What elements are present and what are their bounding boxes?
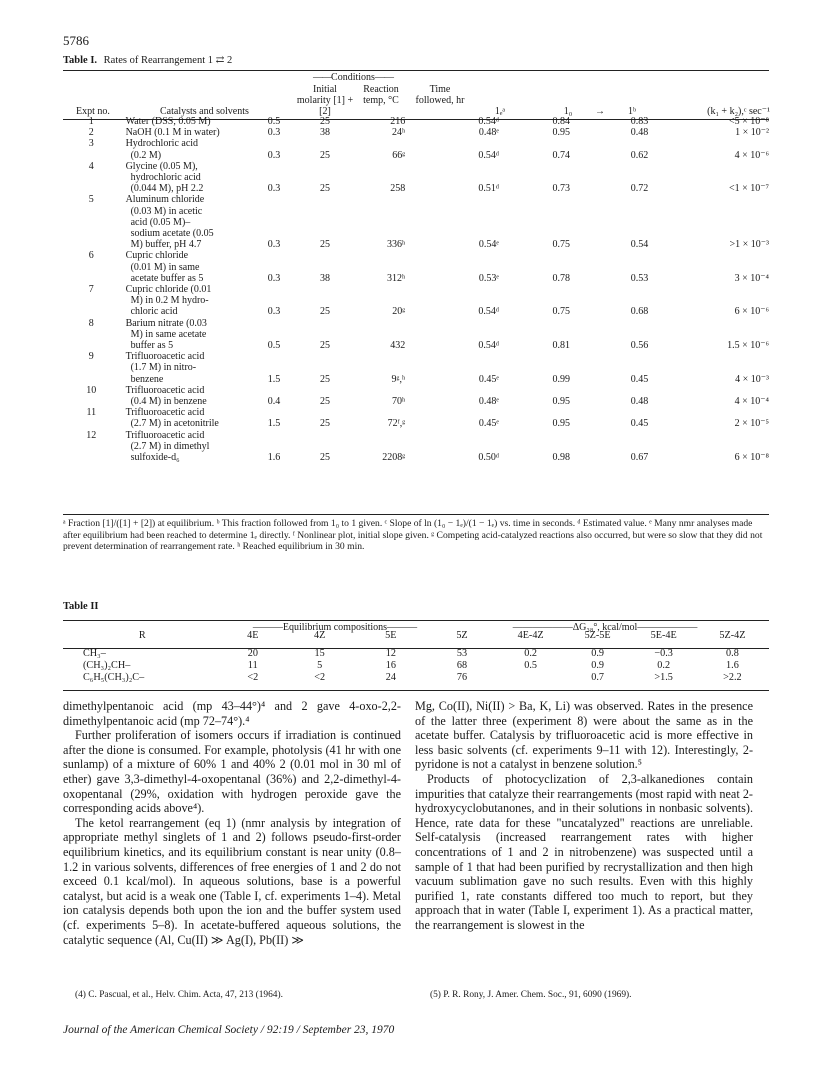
table1-cell-time: 258 xyxy=(390,183,406,195)
table1-cell-catalyst xyxy=(120,116,250,127)
table1-cell-expt: 2 xyxy=(88,127,94,139)
table1-cell-temp: 38 xyxy=(320,127,331,139)
table2-cell: 0.9 xyxy=(591,660,604,671)
catalyst-line: chloric acid xyxy=(125,306,178,318)
catalyst-line: sodium acetate (0.05 xyxy=(125,228,214,240)
table1-bottom-rule xyxy=(63,514,769,515)
table1-cell-lo: 0.95 xyxy=(552,418,570,430)
table2-bottom-rule xyxy=(63,690,769,691)
table2-cell: <2 xyxy=(314,672,326,683)
table1-cell-temp: 25 xyxy=(320,396,331,408)
catalyst-line: Trifluoroacetic acid xyxy=(125,351,205,363)
table1-cell-le: 0.50ᵈ xyxy=(478,452,499,464)
catalyst-line: Glycine (0.05 M), xyxy=(125,160,198,172)
table2-cell: CH₃– xyxy=(83,648,106,659)
table1-cell-molarity: 1.6 xyxy=(267,452,281,464)
table1-row xyxy=(63,318,769,352)
table1-cell-l1: 0.54 xyxy=(630,239,649,251)
table1-cell-l1: 0.45 xyxy=(630,418,649,430)
table1-cell-spacer xyxy=(594,430,631,464)
table1-cell-spacer xyxy=(594,138,631,160)
table1-cell-le: 0.54ᵈ xyxy=(478,116,499,127)
table1-cell-lo: 0.99 xyxy=(552,373,570,385)
table1-cell-l1: 0.53 xyxy=(630,272,649,284)
table1-cell-k: 1 × 10⁻² xyxy=(735,127,769,139)
table1-cell-le: 0.51ᵈ xyxy=(478,183,499,195)
table1-cell-le: 0.48ᵉ xyxy=(478,127,499,139)
table1-cell-molarity: 0.3 xyxy=(267,306,281,318)
table1-cell-spacer xyxy=(594,351,631,385)
table1-row xyxy=(63,351,769,385)
table1-cell-l1: 0.83 xyxy=(630,116,649,127)
table2 xyxy=(63,630,769,684)
table2-cell: >1.5 xyxy=(654,672,673,683)
table1-cell-expt: 1 xyxy=(88,116,94,127)
table1-cell-temp: 25 xyxy=(320,452,331,464)
catalyst-line: hydrochloric acid xyxy=(125,172,201,184)
table1-cell-spacer xyxy=(594,284,631,318)
table1 xyxy=(63,116,769,463)
catalyst-line: (1.7 M) in nitro- xyxy=(125,362,197,374)
table1-cell-time: 70ʰ xyxy=(391,396,406,408)
table1-cell-le: 0.53ᵉ xyxy=(478,272,499,284)
table1-cell-spacer xyxy=(594,127,631,138)
table1-cell-le: 0.54ᵈ xyxy=(478,306,499,318)
header-l1: 1ᵇ xyxy=(627,106,637,117)
table1-row xyxy=(63,407,769,429)
table1-cell-catalyst xyxy=(120,385,250,407)
table1-footnotes: ᵃ Fraction [1]/([1] + [2]) at equilibrium. ᵇ This fraction followed from 1₀ to 1 given. ᶜ Slope of ln (1₀ − 1ₑ)/(1 − 1ₑ) vs. time in seconds. ᵈ Estimated value. ᵉ Many nmr analyses made after equilibrium had been reached to determine 1ₑ directly. ᶠ Nonlinear plot, initial slope given. ᵍ Competing acid-catalyzed reactions also occurred, but were so slow that they did not prevent determination of rearrangement rate. ʰ Reached equilibrium in 30 min. xyxy=(63,518,763,552)
table1-cell-expt: 3 xyxy=(88,138,94,150)
table1-cell-temp: 25 xyxy=(320,340,331,352)
table1-caption-text: Rates of Rearrangement 1 ⇄ 2 xyxy=(103,55,233,66)
header-time: Time followed, hr xyxy=(415,84,465,106)
table1-cell-molarity: 1.5 xyxy=(267,373,281,385)
catalyst-line: (2.7 M) in acetonitrile xyxy=(125,418,219,430)
table1-cell-time: 72ᶠ,ᵍ xyxy=(387,418,406,430)
table1-cell-l1: 0.62 xyxy=(630,149,649,161)
table1-cell-lo: 0.84 xyxy=(552,116,570,127)
table1-cell-lo: 0.75 xyxy=(552,239,570,251)
body-left-paragraph-1: dimethylpentanoic acid (mp 43–44°)⁴ and 2 gave 4-oxo-2,2-dimethylpentanoic acid (mp 72–74°).⁴ xyxy=(63,699,401,728)
table1-cell-expt: 9 xyxy=(88,351,94,363)
table1-cell-expt: 10 xyxy=(86,384,97,396)
table2-top-rule xyxy=(63,620,769,621)
table2-cell: 0.2 xyxy=(657,660,671,671)
table1-cell-le: 0.54ᵈ xyxy=(478,340,499,352)
table1-cell-temp: 25 xyxy=(320,239,331,251)
table1-cell-expt: 11 xyxy=(86,407,97,419)
table1-cell-lo: 0.81 xyxy=(552,340,570,352)
table1-row xyxy=(63,116,769,127)
table2-header-cell: R xyxy=(138,630,146,641)
body-right-paragraph-1: Mg, Co(II), Ni(II) > Ba, K, Li) was observed. Rates in the presence of the latter three (experiment 8) were about the same as in the acetate buffer. Catalysis by trifluoroacetic acid is more effective in less basic solvents (cf. experiments 9–11 with 12). Interestingly, 2-pyridone is not a catalyst in benzene solution.⁵ xyxy=(415,699,753,772)
table1-cell-spacer xyxy=(594,161,631,195)
table2-row xyxy=(63,672,769,684)
table1-caption xyxy=(63,54,232,66)
table1-cell-catalyst xyxy=(120,318,250,352)
table1-cell-spacer xyxy=(594,250,631,284)
table1-row xyxy=(63,430,769,464)
table1-row xyxy=(63,127,769,138)
body-left-paragraph-3: The ketol rearrangement (eq 1) (nmr analysis by integration of appropriate methyl singlets of 1 and 2) follows pseudo-first-order equilibrium kinetics, and its equilibrium constant is near unity (0.8–1.2 in various solvents, differences of free energies of 1 and 2 do not exceed 0.1 kcal/mol). In aqueous solutions, base is a powerful catalyst, but acid is a weak one (Table I, cf. experiments 1–4). Metal ion catalysis depends both upon the ion and the buffer system used (cf. experiments 5–8). In acetate-buffered aqueous solutions, the catalytic sequence (Al, Cu(II) ≫ Ag(I), Pb(II) ≫ xyxy=(63,815,401,947)
table1-cell-spacer xyxy=(594,407,631,429)
table1-cell-lo: 0.95 xyxy=(552,396,570,408)
table1-cell-le: 0.45ᵉ xyxy=(478,418,499,430)
catalyst-line: Aluminum chloride xyxy=(125,194,205,206)
body-column-left xyxy=(63,699,401,947)
table2-header-cell: 4E xyxy=(247,630,259,641)
catalyst-line: (0.044 M), pH 2.2 xyxy=(125,183,204,195)
table1-cell-catalyst xyxy=(120,351,250,385)
table1-cell-spacer xyxy=(594,194,631,250)
table1-cell-k: 6 × 10⁻⁸ xyxy=(734,452,769,464)
header-catalysts: Catalysts and solvents xyxy=(160,106,249,117)
table1-cell-k: <1 × 10⁻⁷ xyxy=(728,183,769,195)
table1-cell-time: 66ᵍ xyxy=(392,149,406,161)
table1-cell-molarity: 0.3 xyxy=(267,149,281,161)
table2-cell: 15 xyxy=(314,648,325,659)
catalyst-line: (0.4 M) in benzene xyxy=(125,396,207,408)
table1-cell-catalyst xyxy=(120,161,250,195)
reference-5: (5) P. R. Rony, J. Amer. Chem. Soc., 91, 6090 (1969). xyxy=(430,990,632,1000)
table1-cell-le: 0.54ᵈ xyxy=(478,149,499,161)
table2-cell: 24 xyxy=(385,672,396,683)
table2-cell: 11 xyxy=(247,660,258,671)
table1-cell-k: 6 × 10⁻⁶ xyxy=(734,306,769,318)
body-column-right xyxy=(415,699,753,933)
catalyst-line: (0.2 M) xyxy=(125,149,162,161)
table1-cell-catalyst xyxy=(120,284,250,318)
catalyst-line: Hydrochloric acid xyxy=(125,138,199,150)
table1-cell-molarity: 0.3 xyxy=(267,239,281,251)
table2-cell: 1.6 xyxy=(726,660,739,671)
table2-header-cell: 5E xyxy=(385,630,397,641)
page-number: 5786 xyxy=(63,33,89,48)
catalyst-line: benzene xyxy=(125,373,164,385)
table1-cell-temp: 38 xyxy=(320,272,331,284)
table1-cell-molarity: 0.5 xyxy=(267,116,281,127)
body-left-paragraph-2: Further proliferation of isomers occurs if irradiation is continued after the dione is consumed. For example, photolysis (41 hr with one sunlamp) of a mixture of 60% 1 and 40% 2 (0.01 mol in 30 ml of ether) gave 3,3-dimethyl-4-oxopentanal (36%) and 2,2-dimethyl-4-oxopentanal (29%, oxidation with hydrogen peroxide gave the corresponding acids above⁴). xyxy=(63,728,401,816)
table1-cell-l1: 0.68 xyxy=(630,306,649,318)
table1-cell-catalyst xyxy=(120,138,250,160)
table1-cell-k: 2 × 10⁻⁵ xyxy=(734,418,769,430)
table2-cell: 16 xyxy=(385,660,396,671)
catalyst-line: acetate buffer as 5 xyxy=(125,272,204,284)
table1-cell-molarity: 0.3 xyxy=(267,272,281,284)
table1-cell-spacer xyxy=(594,116,631,127)
header-k: (k₁ + k₂),ᶜ sec⁻¹ xyxy=(707,106,770,117)
table1-cell-l1: 0.48 xyxy=(630,127,649,139)
table2-group-dg: ——————ΔG₃₈°, kcal/mol—————— xyxy=(512,622,698,633)
table1-cell-k: 1.5 × 10⁻⁶ xyxy=(727,340,769,352)
catalyst-line: Water (DSS, 0.05 M) xyxy=(125,116,211,127)
reference-4: (4) C. Pascual, et al., Helv. Chim. Acta, 47, 213 (1964). xyxy=(75,990,283,1000)
catalyst-line: Trifluoroacetic acid xyxy=(125,407,205,419)
table2-group-equilibrium: ———Equilibrium compositions——— xyxy=(252,622,418,633)
catalyst-line: Trifluoroacetic acid xyxy=(125,384,205,396)
catalyst-line: (2.7 M) in dimethyl xyxy=(125,440,210,452)
table1-cell-le: 0.48ᵉ xyxy=(478,396,499,408)
header-lo: 1₀ xyxy=(563,106,573,117)
catalyst-line: M) buffer, pH 4.7 xyxy=(125,239,202,251)
table1-cell-k: >1 × 10⁻³ xyxy=(729,239,769,251)
table1-cell-time: 20ᵍ xyxy=(392,306,406,318)
table2-header-cell: 5Z-4Z xyxy=(719,630,746,641)
header-expt: Expt no. xyxy=(76,106,110,117)
table1-cell-catalyst xyxy=(120,430,250,464)
table2-cell: 53 xyxy=(456,648,468,659)
table1-cell-time: 216 xyxy=(390,116,406,127)
table1-cell-temp: 25 xyxy=(320,183,331,195)
table2-cell: 0.8 xyxy=(726,648,739,659)
table1-cell-k: <5 × 10⁻⁸ xyxy=(728,116,769,127)
table2-cell: 68 xyxy=(456,660,468,671)
catalyst-line: M) in same acetate xyxy=(125,328,207,340)
table1-cell-time: 336ʰ xyxy=(386,239,406,251)
table2-header-cell: 4E-4Z xyxy=(517,630,544,641)
table1-cell-l1: 0.72 xyxy=(630,183,649,195)
table1-cell-time: 2208ᵍ xyxy=(382,452,406,464)
table1-cell-temp: 25 xyxy=(320,306,331,318)
table2-cell: >2.2 xyxy=(723,672,742,683)
catalyst-line: Trifluoroacetic acid xyxy=(125,429,205,441)
table1-row xyxy=(63,194,769,250)
table2-cell: 76 xyxy=(456,672,468,683)
table2-cell: C₆H₅(CH₃)₂C– xyxy=(83,672,145,683)
table1-cell-molarity: 1.5 xyxy=(267,418,281,430)
table2-cell: 20 xyxy=(247,648,258,659)
table2-row xyxy=(63,660,769,672)
table2-header-cell: 4Z xyxy=(313,630,326,641)
table1-cell-lo: 0.75 xyxy=(552,306,570,318)
table1-cell-lo: 0.78 xyxy=(552,272,570,284)
table1-cell-lo: 0.74 xyxy=(552,149,570,161)
table2-cell xyxy=(498,672,564,684)
table1-cell-expt: 5 xyxy=(88,194,94,206)
table1-cell-l1: 0.67 xyxy=(630,452,649,464)
conditions-header: ——Conditions—— xyxy=(313,72,393,83)
catalyst-line: acid (0.05 M)– xyxy=(125,216,191,228)
table2-header-cell: 5Z-5E xyxy=(584,630,611,641)
table1-cell-time: 24ʰ xyxy=(391,127,406,139)
catalyst-line: sulfoxide-d₆ xyxy=(125,452,180,464)
table1-cell-l1: 0.56 xyxy=(630,340,649,352)
table1-cell-temp: 25 xyxy=(320,116,331,127)
header-molarity: Initial molarity [1] + [2] xyxy=(296,84,354,117)
table2-header-cell: 5E-4E xyxy=(650,630,677,641)
table1-cell-time: 312ʰ xyxy=(386,272,406,284)
table2-row xyxy=(63,648,769,660)
journal-footer: Journal of the American Chemical Society / 92:19 / September 23, 1970 xyxy=(63,1024,395,1036)
table2-header-row xyxy=(63,630,769,648)
table2-caption: Table II xyxy=(63,601,99,612)
catalyst-line: Cupric chloride xyxy=(125,250,189,262)
table1-cell-temp: 25 xyxy=(320,418,331,430)
table1-cell-le: 0.45ᵉ xyxy=(478,373,499,385)
catalyst-line: Cupric chloride (0.01 xyxy=(125,284,212,296)
body-right-paragraph-2: Products of photocyclization of 2,3-alkanediones contain impurities that catalyze their rearrangements (most rapid with neat 2-hydroxycyclobutanones, and in their solutions in nonbasic solvents). Hence, rate data for these "uncatalyzed" reactions are unreliable. Self-catalysis (increased rearrangement rates with higher concentrations of 1 and 2 in nitrobenzene) was suspected until a sample of 1 that had been purified by recrystallization and then high vacuum sublimation gave no such results. Even with this highly purified 1, rate constants differed too much to report, but they approach that in water (Table I, experiment 1). As a practical matter, the rearrangement is slowest in the xyxy=(415,771,753,932)
table2-cell: 0.7 xyxy=(591,672,604,683)
table1-row xyxy=(63,250,769,284)
table1-row xyxy=(63,161,769,195)
table1-cell-spacer xyxy=(594,385,631,407)
table1-cell-spacer xyxy=(594,318,631,352)
header-le: 1ₑᵃ xyxy=(494,106,506,117)
table1-cell-molarity: 0.5 xyxy=(267,340,281,352)
table1-cell-expt: 4 xyxy=(88,160,94,172)
catalyst-line: Barium nitrate (0.03 xyxy=(125,317,207,329)
table1-cell-lo: 0.95 xyxy=(552,127,570,139)
table2-cell: 0.5 xyxy=(524,660,537,671)
table1-top-rule xyxy=(63,70,769,71)
table1-cell-molarity: 0.3 xyxy=(267,127,281,139)
table1-cell-molarity: 0.3 xyxy=(267,183,281,195)
table1-cell-k: 4 × 10⁻³ xyxy=(735,373,769,385)
table1-cell-expt: 7 xyxy=(88,284,94,296)
table1-cell-lo: 0.98 xyxy=(552,452,570,464)
header-arrow: → xyxy=(595,106,605,117)
table1-cell-time: 9ᵍ,ʰ xyxy=(391,373,406,385)
table1-cell-temp: 25 xyxy=(320,149,331,161)
table1-cell-l1: 0.45 xyxy=(630,373,649,385)
catalyst-line: NaOH (0.1 M in water) xyxy=(125,127,220,139)
table1-cell-l1: 0.48 xyxy=(630,396,649,408)
table1-cell-le: 0.54ᵉ xyxy=(478,239,499,251)
table1-cell-k: 4 × 10⁻⁶ xyxy=(734,149,769,161)
catalyst-line: (0.03 M) in acetic xyxy=(125,205,203,217)
catalyst-line: (0.01 M) in same xyxy=(125,261,200,273)
table2-cell: 12 xyxy=(385,648,396,659)
catalyst-line: M) in 0.2 M hydro- xyxy=(125,295,209,307)
table1-caption-label: Table I. xyxy=(63,55,98,66)
table2-cell: 0.9 xyxy=(591,648,604,659)
table1-row xyxy=(63,385,769,407)
table1-cell-expt: 12 xyxy=(86,429,97,441)
table1-cell-catalyst xyxy=(120,194,250,250)
table1-cell-expt: 6 xyxy=(88,250,94,262)
table2-cell: −0.3 xyxy=(654,648,673,659)
table1-cell-catalyst xyxy=(120,127,250,138)
table2-cell: <2 xyxy=(247,672,259,683)
table1-cell-temp: 25 xyxy=(320,373,331,385)
table2-cell: (CH₃)₂CH– xyxy=(83,660,131,671)
table1-cell-k: 4 × 10⁻⁴ xyxy=(734,396,769,408)
table2-cell: 0.2 xyxy=(524,648,537,659)
header-temp: Reaction temp, °C xyxy=(363,84,399,106)
catalyst-line: buffer as 5 xyxy=(125,340,174,352)
table1-cell-catalyst xyxy=(120,407,250,429)
table1-cell-time: 432 xyxy=(390,340,406,352)
table2-cell: 5 xyxy=(317,660,323,671)
table2-header-cell: 5Z xyxy=(456,630,468,641)
table1-cell-molarity: 0.4 xyxy=(267,396,281,408)
table1-row xyxy=(63,284,769,318)
table1-cell-catalyst xyxy=(120,250,250,284)
table1-cell-k: 3 × 10⁻⁴ xyxy=(734,272,769,284)
table1-cell-lo: 0.73 xyxy=(552,183,570,195)
table1-cell-expt: 8 xyxy=(88,317,94,329)
table1-row xyxy=(63,138,769,160)
